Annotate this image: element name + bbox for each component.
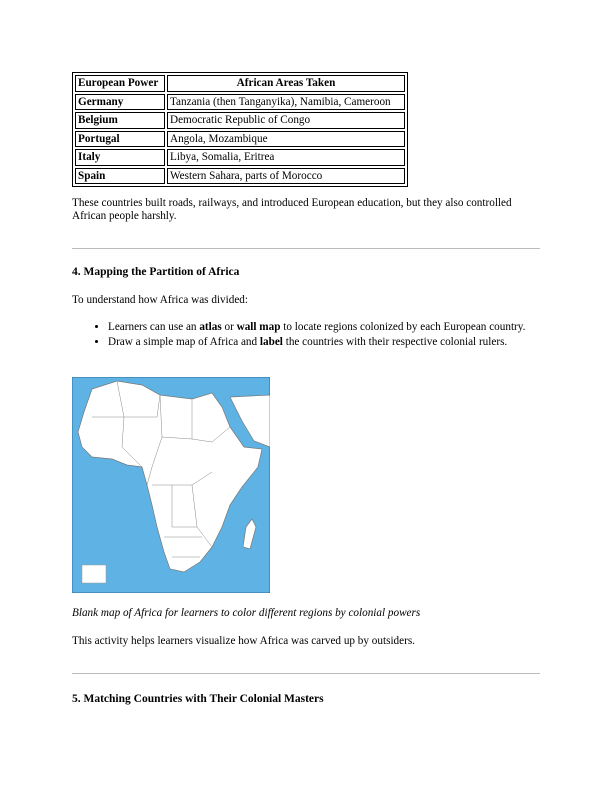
power-cell: Portugal: [75, 131, 165, 148]
bullet-item: [108, 321, 540, 334]
table-header-row: [75, 75, 405, 92]
power-cell: Germany: [75, 94, 165, 111]
areas-cell: Angola, Mozambique: [167, 131, 405, 148]
bold-text: atlas: [199, 321, 222, 333]
table-row: [75, 94, 405, 111]
text: Learners can use an: [108, 321, 200, 333]
africa-blank-map: [72, 377, 270, 593]
power-cell: Spain: [75, 168, 165, 185]
divider: [72, 673, 540, 674]
table-row: [75, 131, 405, 148]
table-row: [75, 112, 405, 129]
power-cell: Belgium: [75, 112, 165, 129]
header-european-power: European Power: [75, 75, 165, 92]
text: to locate regions colonized by each European country.: [280, 321, 526, 333]
header-african-areas: African Areas Taken: [167, 75, 405, 92]
areas-cell: Western Sahara, parts of Morocco: [167, 168, 405, 185]
map-caption: Blank map of Africa for learners to color different regions by colonial powers: [72, 607, 421, 619]
section-5-heading: 5. Matching Countries with Their Colonial Masters: [72, 693, 324, 705]
areas-cell: Tanzania (then Tanganyika), Namibia, Cameroon: [167, 94, 405, 111]
areas-cell: Libya, Somalia, Eritrea: [167, 149, 405, 166]
section-4-intro: To understand how Africa was divided:: [72, 294, 248, 306]
table-row: [75, 168, 405, 185]
areas-cell: Democratic Republic of Congo: [167, 112, 405, 129]
paragraph-impact: These countries built roads, railways, and introduced European education, but they also controlled African people harshly.: [72, 197, 512, 222]
colonial-powers-table: [72, 72, 408, 187]
table-row: [75, 149, 405, 166]
bold-text: label: [259, 336, 283, 348]
bold-text: wall map: [236, 321, 281, 333]
section-4-conclusion: This activity helps learners visualize how Africa was carved up by outsiders.: [72, 635, 415, 647]
divider: [72, 248, 540, 249]
bullet-item: [108, 336, 540, 349]
power-cell: Italy: [75, 149, 165, 166]
text: Draw a simple map of Africa and: [108, 336, 260, 348]
text: or: [221, 321, 237, 333]
map-legend-box: [82, 565, 106, 583]
bullet-list: [72, 321, 540, 351]
section-4-heading: 4. Mapping the Partition of Africa: [72, 266, 240, 278]
text: the countries with their respective colonial rulers.: [282, 336, 508, 348]
